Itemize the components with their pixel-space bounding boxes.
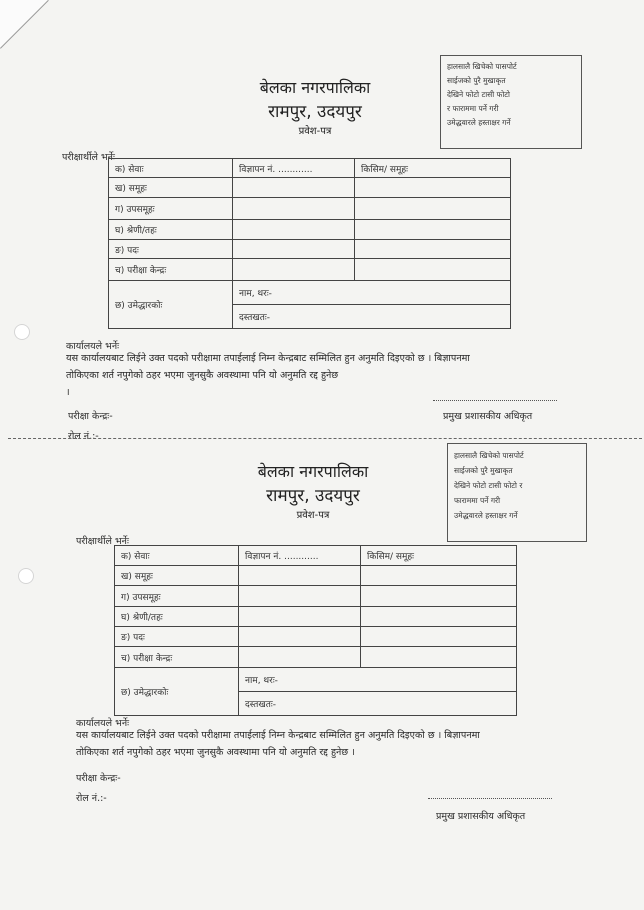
roll-number-text: रोल नं.:- (76, 793, 107, 804)
photo-note-line: साईजको पुरै मुखाकृत (447, 76, 506, 85)
service-label: क) सेवाः (115, 546, 239, 566)
group-field-2[interactable] (361, 566, 517, 586)
subgroup-label: ग) उपसमूहः (115, 586, 239, 607)
office-address: रामपुर, उदयपुर (268, 102, 362, 122)
ad-number-label: विज्ञापन नं. ............ (239, 546, 361, 566)
exam-center-field-2[interactable] (361, 647, 517, 668)
exam-center-field[interactable] (239, 647, 361, 668)
post-label: ङ) पदः (115, 627, 239, 647)
office-address: रामपुर, उदयपुर (266, 486, 360, 506)
permission-line: यस कार्यालयबाट लिईने उक्त पदको परीक्षामा तपाईलाई निम्न केन्द्रबाट सम्मिलित हुन अनुमति दिइएको छ । बिज्ञापनमा (76, 730, 480, 741)
signature-field[interactable]: दस्तखतः- (239, 692, 517, 716)
photo-note-line: उमेद्धवारले हस्ताक्षर गर्ने (454, 511, 518, 520)
office-name: बेलका नगरपालिका (259, 78, 371, 97)
permission-line: । (66, 387, 70, 398)
photo-note-line: देखिने फोटो टासी फोटो (447, 90, 511, 99)
class-level-label: घ) श्रेणी/तहः (109, 220, 233, 240)
signature-field[interactable]: दस्तखतः- (233, 305, 511, 329)
photo-note-line: हालसालै खिचेको पासपोर्ट (447, 62, 517, 71)
candidate-section-label: परीक्षार्थीले भर्नेः (62, 152, 115, 163)
permission-line: तोकिएका शर्त नपुगेको ठहर भएमा जुनसुकै अवस्थामा पनि यो अनुमति रद्द हुनेछ । (76, 747, 355, 758)
photo-note-line: हालसालै खिचेको पासपोर्ट (454, 451, 524, 460)
office-permission-text (76, 727, 606, 761)
permission-line: तोकिएका शर्त नपुगेको ठहर भएमा जुनसुकै अवस्थामा पनि यो अनुमति रद्द हुनेछ (66, 370, 339, 381)
office-section-label: कार्यालयले भर्नेः (76, 718, 130, 729)
name-field[interactable]: नाम, थरः- (239, 668, 517, 692)
class-level-field[interactable] (239, 607, 361, 627)
candidate-label: छ) उमेद्धारकोः (115, 668, 239, 716)
office-name: बेलका नगरपालिका (257, 462, 369, 481)
candidate-section-label: परीक्षार्थीले भर्नेः (76, 536, 129, 547)
photo-box (447, 443, 587, 542)
exam-center-label: च) परीक्षा केन्द्रः (109, 259, 233, 281)
photo-note-line: र फाराममा पर्ने गरी (447, 104, 499, 113)
exam-center-label: च) परीक्षा केन्द्रः (115, 647, 239, 668)
group-field[interactable] (239, 566, 361, 586)
group-label: ख) समूहः (115, 566, 239, 586)
header (213, 460, 413, 524)
class-level-label: घ) श्रेणी/तहः (115, 607, 239, 627)
photo-note-line: फाराममा पर्ने गरी (454, 496, 501, 505)
office-section-label: कार्यालयले भर्नेः (66, 341, 120, 352)
roll-number-text: रोल नं.:- (68, 431, 99, 442)
subgroup-field[interactable] (239, 586, 361, 607)
subgroup-label: ग) उपसमूहः (109, 198, 233, 220)
service-label: क) सेवाः (109, 159, 233, 178)
officer-title: प्रमुख प्रशासकीय अधिकृत (436, 811, 526, 822)
name-field[interactable]: नाम, थरः- (233, 281, 511, 305)
post-label: ङ) पदः (109, 240, 233, 259)
photo-note-line: देखिने फोटो टासी फोटो र (454, 481, 523, 490)
exam-center-text: परीक्षा केन्द्रः- (68, 411, 113, 422)
photo-note-line: साईजको पुरै मुखाकृत (454, 466, 513, 475)
candidate-label: छ) उमेद्धारकोः (109, 281, 233, 329)
candidate-details-table (114, 545, 517, 716)
officer-signature-line (428, 798, 552, 799)
type-group-label: किसिम/ समूहः (355, 159, 511, 178)
post-field[interactable] (239, 627, 361, 647)
ad-number-label: विज्ञापन नं. ............ (233, 159, 355, 178)
group-label: ख) समूहः (109, 178, 233, 198)
permission-line: यस कार्यालयबाट लिईने उक्त पदको परीक्षामा तपाईलाई निम्न केन्द्रबाट सम्मिलित हुन अनुमति दिइएको छ । बिज्ञापनमा (66, 353, 470, 364)
subgroup-field-2[interactable] (361, 586, 517, 607)
officer-title: प्रमुख प्रशासकीय अधिकृत (443, 411, 533, 422)
class-level-field-2[interactable] (361, 607, 517, 627)
type-group-label: किसिम/ समूहः (361, 546, 517, 566)
photo-note-line: उमेद्धवारले हस्ताक्षर गर्ने (447, 118, 511, 127)
document-title: प्रवेश-पत्र (298, 126, 332, 137)
post-field-2[interactable] (361, 627, 517, 647)
exam-center-text: परीक्षा केन्द्रः- (76, 773, 121, 784)
document-title: प्रवेश-पत्र (296, 510, 330, 521)
